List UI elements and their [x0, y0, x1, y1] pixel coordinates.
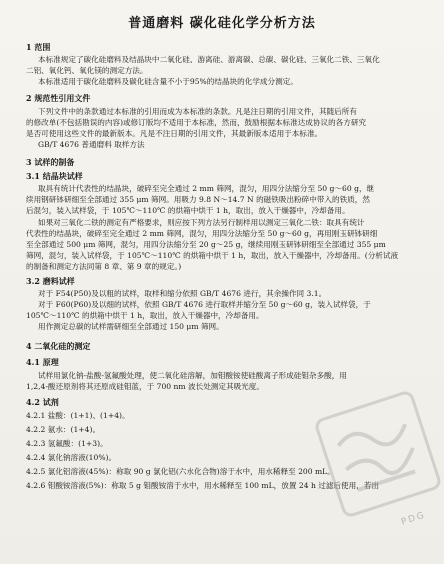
- text-line: 的修改单(不包括勘误的内容)或修订版均不适用于本标准，然而，鼓励根据本标准达成协议的各方研究: [26, 118, 367, 127]
- text-line: 用作测定总碳的试样需研细至全部通过 150 μm 筛网。: [38, 322, 224, 331]
- text-line: 至全部通过 500 μm 筛网，混匀，用四分法缩分至 20 g～25 g，继续用刚玉研钵研细至全部通过 355 μm: [26, 240, 386, 249]
- text-line: 4.2.5 氯化铝溶液(45%)：称取 90 g 氯化铝(六水化合物)溶于水中，用水稀释至 200 mL。: [26, 467, 335, 476]
- text-line: 4.2.4 氯化钠溶液(10%)。: [26, 453, 117, 462]
- subsection-heading: 4.2 试剂: [26, 397, 59, 407]
- text-line: 1,2,4-酸还原剂将其还原成硅钼蓝，于 700 nm 波长处测定其吸光度。: [26, 382, 264, 391]
- text-line: 的制备和测定方法同第 8 章、第 9 章的规定。): [26, 262, 182, 271]
- section-heading: 4 二氧化硅的测定: [26, 341, 91, 351]
- text-line: 取具有统计代表性的结晶块，破碎至完全通过 2 mm 筛网，混匀，用四分法缩分至 50 g～60 g，继: [38, 184, 375, 193]
- section-heading: 3 试样的制备: [26, 157, 75, 167]
- text-line: 4.2.3 氢氟酸：(1+3)。: [26, 439, 108, 448]
- text-line: 试样用氯化钠-盐酸-氢氟酸处理，使二氧化硅溶解，加钼酸铵使硅酸离子形成硅钼杂多酸，用: [38, 371, 347, 380]
- watermark-label: PDG: [399, 510, 427, 528]
- subsection-heading: 3.2 磨料试样: [26, 276, 75, 286]
- section-heading: 1 范围: [26, 42, 51, 52]
- text-line: 筛网，混匀，装入试样袋，于 105℃～110℃ 的烘箱中烘干 1 h，取出，放入干燥器中，冷却备用。(分析试液: [26, 251, 399, 260]
- text-line: 105℃～110℃ 的烘箱中烘干 1 h，取出，放入干燥器中，冷却备用。: [26, 311, 264, 320]
- text-line: 二铝、氧化钙、氧化镁的测定方法。: [26, 66, 148, 75]
- text-line: 下列文件中的条款通过本标准的引用而成为本标准的条款。凡是注日期的引用文件，其随后所有: [38, 107, 357, 116]
- text-line: 对于 F60(P60)及以细的试样，依照 GB/T 4676 进行取样并缩分至 50 g～60 g，装入试样袋，于: [38, 300, 371, 309]
- text-line: 对于 F54(P50)及以粗的试样，取样和缩分依照 GB/T 4676 进行，其余操作同 3.1。: [38, 289, 327, 298]
- subsection-heading: 3.1 结晶块试样: [26, 171, 83, 181]
- text-line: 4.2.6 钼酸铵溶液(5%)：称取 5 g 钼酸铵溶于水中，用水稀释至 100 mL，放置 24 h 过滤后使用，若出: [26, 481, 379, 490]
- text-line: 4.2.1 盐酸：(1+1)、(1+4)。: [26, 411, 130, 420]
- text-line: 4.2.2 氨水：(1+4)。: [26, 425, 101, 434]
- text-line: 是否可使用这些文件的最新版本。凡是不注日期的引用文件，其最新版本适用于本标准。: [26, 129, 323, 138]
- text-line: 本标准适用于碳化硅磨料及碳化硅含量不小于95%的结晶块的化学成分测定。: [38, 77, 298, 86]
- seal-watermark-icon: [302, 378, 444, 529]
- text-line: 后混匀，装入试样袋，于 105℃～110℃ 的烘箱中烘干 1 h，取出，放入干燥器中，冷却备用。: [26, 206, 350, 215]
- text-line: 如果对三氧化二铁的测定有严格要求，则应按下列方法另行制样用以测定三氧化二铁：取具有统计: [38, 218, 365, 227]
- subsection-heading: 4.1 原理: [26, 357, 59, 367]
- section-heading: 2 规范性引用文件: [26, 93, 91, 103]
- document-title: 普通磨料 碳化硅化学分析方法: [128, 16, 316, 31]
- text-line: 本标准规定了碳化硅磨料及结晶块中二氧化硅、游离硅、游离碳、总碳、碳化硅、三氧化二铁、三氧化: [38, 55, 380, 64]
- text-line: GB/T 4676 普通磨料 取样方法: [38, 140, 145, 149]
- text-line: 续用钢研钵研细至全部通过 355 μm 筛网。用吸力 9.8 N～14.7 N 的磁铁吸出粉碎中带入的铁质，然: [26, 195, 370, 204]
- text-line: 代表性的结晶块，破碎至完全通过 2 mm 筛网，混匀，用四分法缩分至 50 g～60 g，再用刚玉研钵研细: [26, 229, 378, 238]
